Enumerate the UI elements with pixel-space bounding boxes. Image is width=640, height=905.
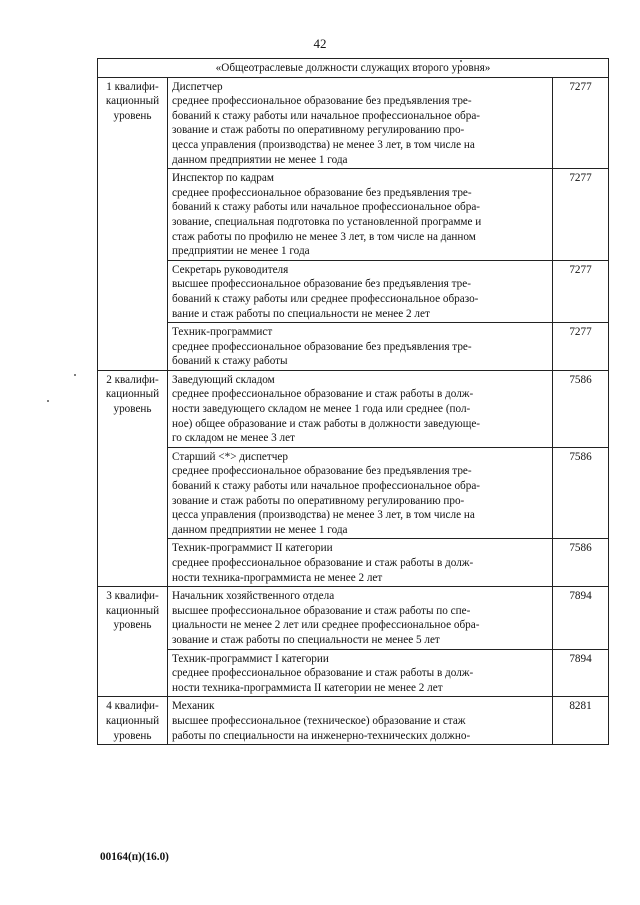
position-description xyxy=(168,77,553,169)
position-requirements: среднее профессиональное образование и стаж работы в долж- ности техника-программиста II категории не менее 2 лет xyxy=(172,667,474,694)
table-row xyxy=(98,169,609,261)
scan-speck xyxy=(460,60,462,62)
salary-code: 7277 xyxy=(553,169,609,261)
table-row xyxy=(98,649,609,697)
position-title: Начальник хозяйственного отдела xyxy=(172,590,335,603)
position-title: Заведующий складом xyxy=(172,373,275,386)
position-title: Старший <*> диспетчер xyxy=(172,450,288,463)
table-row xyxy=(98,260,609,322)
page-number: 42 xyxy=(313,36,327,51)
position-requirements: высшее профессиональное образование и стаж работы по спе- циальности не менее 2 лет или среднее профессиональное обра- зование и стаж работы по специальности не менее 5 лет xyxy=(172,604,480,646)
position-description xyxy=(168,649,553,697)
salary-code: 7586 xyxy=(553,447,609,539)
scan-speck xyxy=(47,400,49,402)
table-row xyxy=(98,447,609,539)
position-requirements: среднее профессиональное образование без предъявления тре- бований к стажу работы или начальное профессиональное обра- зование и стаж работы по оперативному регулированию про- цесса управления (производства) не менее 3 лет, в том числе на данном предприятии не менее 1 года xyxy=(172,95,481,166)
salary-code: 8281 xyxy=(553,697,609,745)
position-title: Диспетчер xyxy=(172,80,223,93)
position-requirements: среднее профессиональное образование и стаж работы в долж- ности техника-программиста не менее 2 лет xyxy=(172,557,474,584)
table-row xyxy=(98,539,609,587)
position-title: Техник-программист II категории xyxy=(172,542,333,555)
salary-code: 7586 xyxy=(553,370,609,447)
position-description xyxy=(168,169,553,261)
position-description xyxy=(168,260,553,322)
salary-code: 7586 xyxy=(553,539,609,587)
positions-table xyxy=(97,58,609,745)
salary-code: 7277 xyxy=(553,77,609,169)
qualification-level: 1 квалифи- кационный уровень xyxy=(98,77,168,370)
position-description xyxy=(168,447,553,539)
qualification-level: 4 квалифи- кационный уровень xyxy=(98,697,168,745)
position-requirements: среднее профессиональное образование без предъявления тре- бований к стажу работы xyxy=(172,340,472,368)
position-requirements: высшее профессиональное образование без предъявления тре- бований к стажу работы или среднее профессиональное образо- вание и стаж работы по специальности не менее 2 лет xyxy=(172,278,479,320)
position-title: Техник-программист xyxy=(172,326,273,339)
position-title: Механик xyxy=(172,700,215,713)
position-requirements: среднее профессиональное образование без предъявления тре- бований к стажу работы или начальное профессиональное обра- зование и стаж работы по оперативному регулированию про- цесса управления (производства) не менее 3 лет, в том числе на данном предприятии не менее 1 года xyxy=(172,465,481,536)
position-description xyxy=(168,370,553,447)
table-row xyxy=(98,323,609,371)
table-header-row xyxy=(98,59,609,78)
table-header: «Общеотраслевые должности служащих второго уровня» xyxy=(98,59,609,78)
document-code: 00164(п)(16.0) xyxy=(100,851,169,863)
table-row xyxy=(98,587,609,649)
position-title: Техник-программист I категории xyxy=(172,652,329,665)
position-description xyxy=(168,587,553,649)
position-description xyxy=(168,697,553,745)
scan-speck xyxy=(74,374,76,376)
salary-code: 7277 xyxy=(553,323,609,371)
salary-code: 7894 xyxy=(553,587,609,649)
table-row xyxy=(98,370,609,447)
qualification-level: 2 квалифи- кационный уровень xyxy=(98,370,168,586)
position-description xyxy=(168,539,553,587)
salary-code: 7894 xyxy=(553,649,609,697)
table-row xyxy=(98,697,609,745)
position-description xyxy=(168,323,553,371)
position-title: Секретарь руководителя xyxy=(172,263,289,276)
position-requirements: высшее профессиональное (техническое) образование и стаж работы по специальности на инженерно-технических должно- xyxy=(172,714,471,742)
position-requirements: среднее профессиональное образование без предъявления тре- бований к стажу работы или начальное профессиональное обра- зование, специальная подготовка по установленной программе и стаж работы по профилю не менее 3 лет, в том числе на данном предприятии не менее 1 года xyxy=(172,186,482,258)
salary-code: 7277 xyxy=(553,260,609,322)
qualification-level: 3 квалифи- кационный уровень xyxy=(98,587,168,697)
position-title: Инспектор по кадрам xyxy=(172,172,274,185)
position-requirements: среднее профессиональное образование и стаж работы в долж- ности заведующего складом не менее 1 года или среднее (пол- ное) общее образование и стаж работы в должности заведующе- го складом не менее 3 лет xyxy=(172,388,481,445)
table-row xyxy=(98,77,609,169)
